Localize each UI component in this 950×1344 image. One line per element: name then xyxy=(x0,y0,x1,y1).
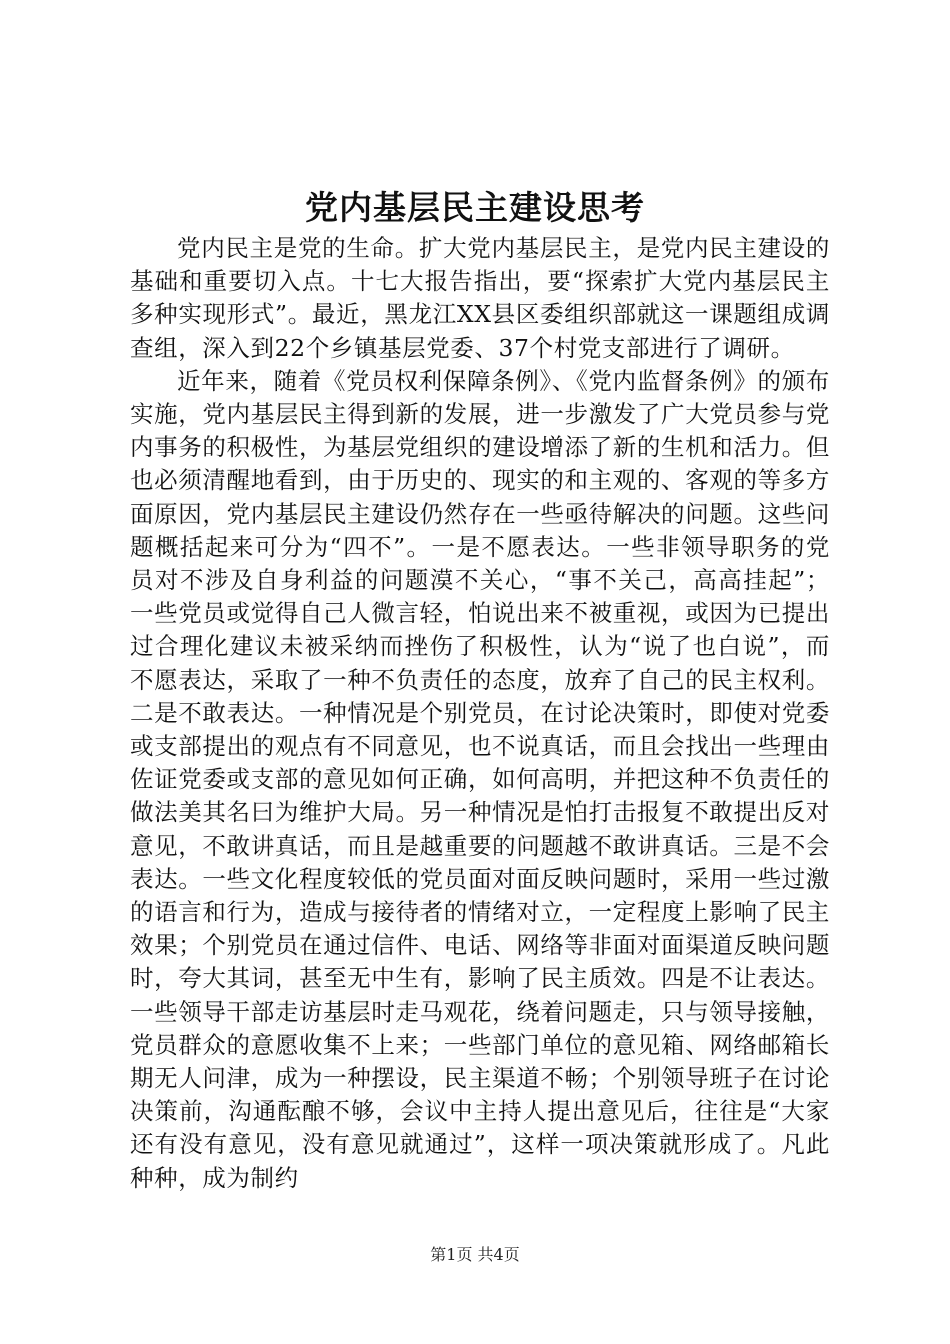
page-number-footer: 第1页 共4页 xyxy=(430,1245,520,1264)
document-body xyxy=(130,232,830,1195)
paragraph-problems: 近年来，随着《党员权利保障条例》、《党内监督条例》的颁布实施，党内基层民主得到新的发展，进一步激发了广大党员参与党内事务的积极性，为基层党组织的建设增添了新的生机和活力。但也必须清醒地看到，由于历史的、现实的和主观的、客观的等多方面原因，党内基层民主建设仍然存在一些亟待解决的问题。这些问题概括起来可分为“四不”。一是不愿表达。一些非领导职务的党员对不涉及自身利益的问题漠不关心，“事不关己，高高挂起”；一些党员或觉得自己人微言轻，怕说出来不被重视，或因为已提出过合理化建议未被采纳而挫伤了积极性，认为“说了也白说”，而不愿表达，采取了一种不负责任的态度，放弃了自己的民主权利。二是不敢表达。一种情况是个别党员，在讨论决策时，即使对党委或支部提出的观点有不同意见，也不说真话，而且会找出一些理由佐证党委或支部的意见如何正确，如何高明，并把这种不负责任的做法美其名曰为维护大局。另一种情况是怕打击报复不敢提出反对意见，不敢讲真话，而且是越重要的问题越不敢讲真话。三是不会表达。一些文化程度较低的党员面对面反映问题时，采用一些过激的语言和行为，造成与接待者的情绪对立，一定程度上影响了民主效果；个别党员在通过信件、电话、网络等非面对面渠道反映问题时，夸大其词，甚至无中生有，影响了民主质效。四是不让表达。一些领导干部走访基层时走马观花，绕着问题走，只与领导接触，党员群众的意愿收集不上来；一些部门单位的意见箱、网络邮箱长期无人问津，成为一种摆设，民主渠道不畅；个别领导班子在讨论决策前，沟通酝酿不够，会议中主持人提出意见后，往往是“大家还有没有意见，没有意见就通过”，这样一项决策就形成了。凡此种种，成为制约 xyxy=(130,366,830,1192)
paragraph-intro: 党内民主是党的生命。扩大党内基层民主，是党内民主建设的基础和重要切入点。十七大报告指出，要“探索扩大党内基层民主多种实现形式”。最近，黑龙江XX县区委组织部就这一课题组成调查组，深入到22个乡镇基层党委、37个村党支部进行了调研。 xyxy=(130,234,830,362)
document-title: 党内基层民主建设思考 xyxy=(305,188,645,227)
